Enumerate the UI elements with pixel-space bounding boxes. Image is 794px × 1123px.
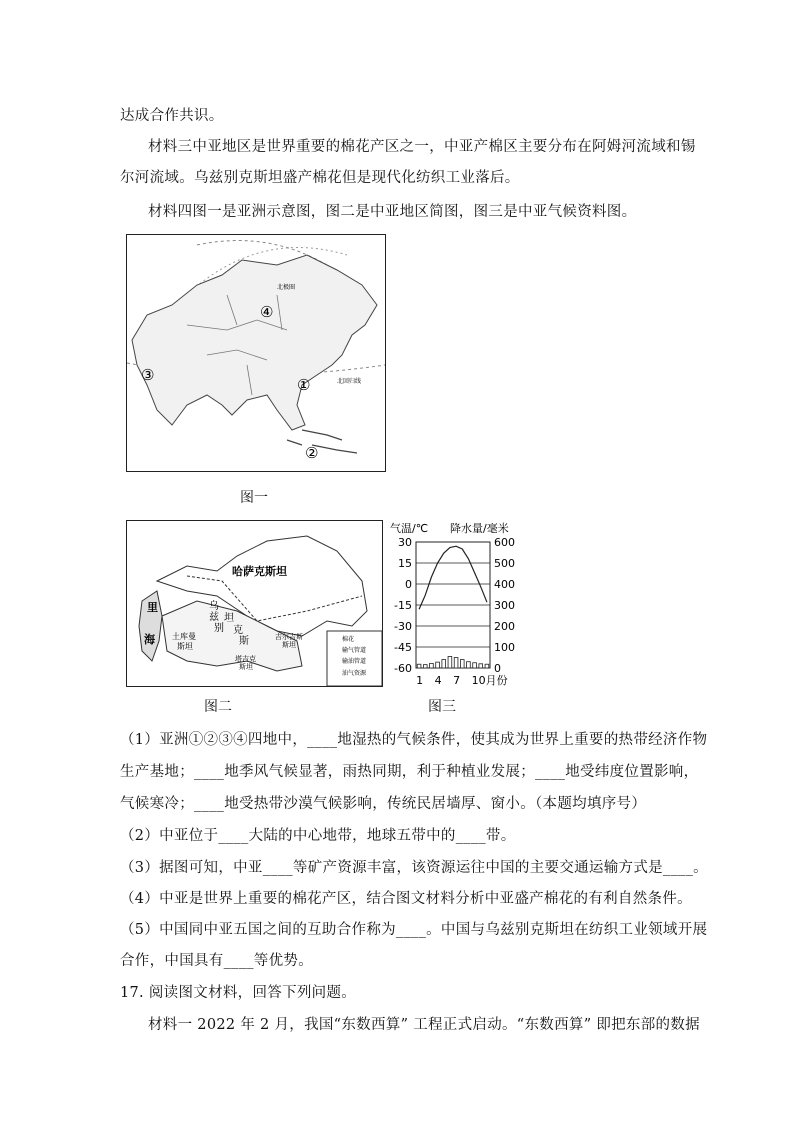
question-4: （4）中亚是世界上重要的棉花产区，结合图文材料分析中亚盛产棉花的有利自然条件。 bbox=[120, 891, 692, 907]
uz-label-1: 乌 bbox=[209, 601, 219, 612]
uz-label-5: 斯 bbox=[239, 636, 249, 647]
x-tick-label: 7 bbox=[453, 674, 461, 687]
precip-bar bbox=[485, 664, 489, 668]
precip-tick-label: 300 bbox=[494, 599, 515, 612]
label-2: ② bbox=[305, 444, 319, 462]
precip-bar bbox=[454, 658, 458, 669]
question-2: （2）中亚位于____大陆的中心地带，地球五带中的____带。 bbox=[120, 828, 516, 844]
temp-tick-label: 30 bbox=[398, 536, 412, 549]
turkmenistan-label-1: 土库曼 bbox=[172, 632, 196, 641]
precip-tick-label: 100 bbox=[494, 641, 515, 654]
text-line: 达成合作共识。 bbox=[120, 108, 224, 124]
uz-label-4: 克 bbox=[233, 625, 243, 636]
precip-tick-label: 400 bbox=[494, 578, 515, 591]
label-4: ④ bbox=[260, 303, 274, 321]
legend-box bbox=[327, 631, 382, 686]
question-5-line-2: 合作，中国具有____等优势。 bbox=[120, 953, 313, 969]
material-4: 材料四图一是亚洲示意图，图二是中亚地区简图，图三是中亚气候资料图。 bbox=[148, 204, 637, 220]
temp-tick-label: -60 bbox=[394, 662, 412, 675]
figure-1-caption: 图一 bbox=[240, 490, 268, 506]
tajikistan-label-1: 塔吉克 bbox=[235, 655, 256, 663]
uz-label-6: 坦 bbox=[224, 613, 234, 624]
precip-tick-label: 600 bbox=[494, 536, 515, 549]
kyrgyzstan-label-2: 斯坦 bbox=[282, 641, 296, 649]
precip-tick-label: 200 bbox=[494, 620, 515, 633]
precip-bar bbox=[473, 663, 477, 668]
legend-gas-pipeline: 输气管道 bbox=[342, 647, 367, 654]
question-1-line-2: 生产基地；____地季风气候显著，雨热同期，利于种植业发展；____地受纬度位置影响， bbox=[120, 764, 699, 780]
asia-landmass bbox=[132, 255, 377, 430]
x-tick-label: 1 bbox=[416, 674, 424, 687]
question-5-line-1: （5）中国同中亚五国之间的互助合作称为____。中国与乌兹别克斯坦在纺织工业领域开展 bbox=[120, 922, 708, 938]
arctic-label: 北极圈 bbox=[277, 284, 296, 291]
uz-label-2: 兹 bbox=[209, 612, 219, 623]
precip-bar bbox=[448, 656, 452, 668]
x-tick-label: 4 bbox=[434, 674, 442, 687]
figure-1-asia-map bbox=[126, 234, 386, 472]
li-label: 里 bbox=[147, 601, 158, 614]
temp-tick-label: -15 bbox=[394, 599, 412, 612]
precip-bar bbox=[467, 662, 471, 668]
southeast-islands bbox=[287, 430, 357, 453]
temp-tick-label: -30 bbox=[394, 620, 412, 633]
asia-map-svg bbox=[127, 235, 385, 471]
label-3: ③ bbox=[141, 366, 155, 384]
precip-bar bbox=[479, 664, 483, 668]
central-asia-map-svg bbox=[127, 521, 382, 686]
climate-chart bbox=[388, 518, 528, 690]
kyrgyzstan-label-1: 吉尔吉斯 bbox=[275, 633, 303, 641]
precip-bar bbox=[436, 662, 440, 668]
figure-3-caption: 图三 bbox=[428, 699, 456, 715]
tropic-label: 北回归线 bbox=[337, 378, 362, 385]
precip-bar bbox=[430, 663, 434, 668]
legend-oil-pipeline: 输油管道 bbox=[342, 658, 367, 665]
figure-2-central-asia-map bbox=[126, 520, 383, 687]
question-1-line-1: （1）亚洲①②③④四地中，____地湿热的气候条件，使其成为世界上重要的热带经济作物 bbox=[120, 732, 708, 748]
material-1: 材料一 2022 年 2 月，我国“东数西算” 工程正式启动。“东数西算” 即把东部的数据 bbox=[148, 1017, 700, 1033]
precip-tick-label: 500 bbox=[494, 557, 515, 570]
material-3-line-1: 材料三中亚地区是世界重要的棉花产区之一，中亚产棉区主要分布在阿姆河流域和锡 bbox=[148, 139, 696, 155]
temp-tick-label: 0 bbox=[405, 578, 412, 591]
temp-tick-label: 15 bbox=[398, 557, 412, 570]
precip-bar bbox=[423, 665, 427, 668]
legend-oil-gas: 油气资源 bbox=[342, 670, 367, 677]
precip-bar bbox=[442, 660, 446, 668]
precip-tick-label: 0 bbox=[494, 662, 501, 675]
question-17: 17. 阅读图文材料，回答下列问题。 bbox=[120, 985, 357, 1001]
x-tick-label: 10月份 bbox=[471, 674, 508, 687]
label-1: ① bbox=[297, 376, 311, 394]
temperature-line bbox=[419, 546, 487, 609]
hai-label: 海 bbox=[144, 633, 155, 646]
uz-label-3: 别 bbox=[214, 623, 224, 634]
kazakhstan-label: 哈萨克斯坦 bbox=[232, 565, 287, 578]
tajikistan-label-2: 斯坦 bbox=[239, 663, 253, 671]
material-3-line-2: 尔河流域。乌兹别克斯坦盛产棉花但是现代化纺织工业落后。 bbox=[120, 170, 520, 186]
question-3: （3）据图可知，中亚____等矿产资源丰富，该资源运往中国的主要交通运输方式是____。 bbox=[120, 860, 708, 876]
precip-bar bbox=[460, 660, 464, 668]
precip-axis-label: 降水量/毫米 bbox=[450, 522, 509, 535]
question-1-line-3: 气候寒冷；____地受热带沙漠气候影响，传统民居墙厚、窗小。（本题均填序号） bbox=[120, 796, 647, 812]
turkmenistan-label-2: 斯坦 bbox=[177, 642, 193, 651]
temp-tick-label: -45 bbox=[394, 641, 412, 654]
figure-2-caption: 图二 bbox=[204, 699, 232, 715]
legend-cotton: 棉花 bbox=[342, 636, 355, 643]
precip-bar bbox=[417, 664, 421, 668]
temp-axis-label: 气温/℃ bbox=[390, 522, 429, 535]
